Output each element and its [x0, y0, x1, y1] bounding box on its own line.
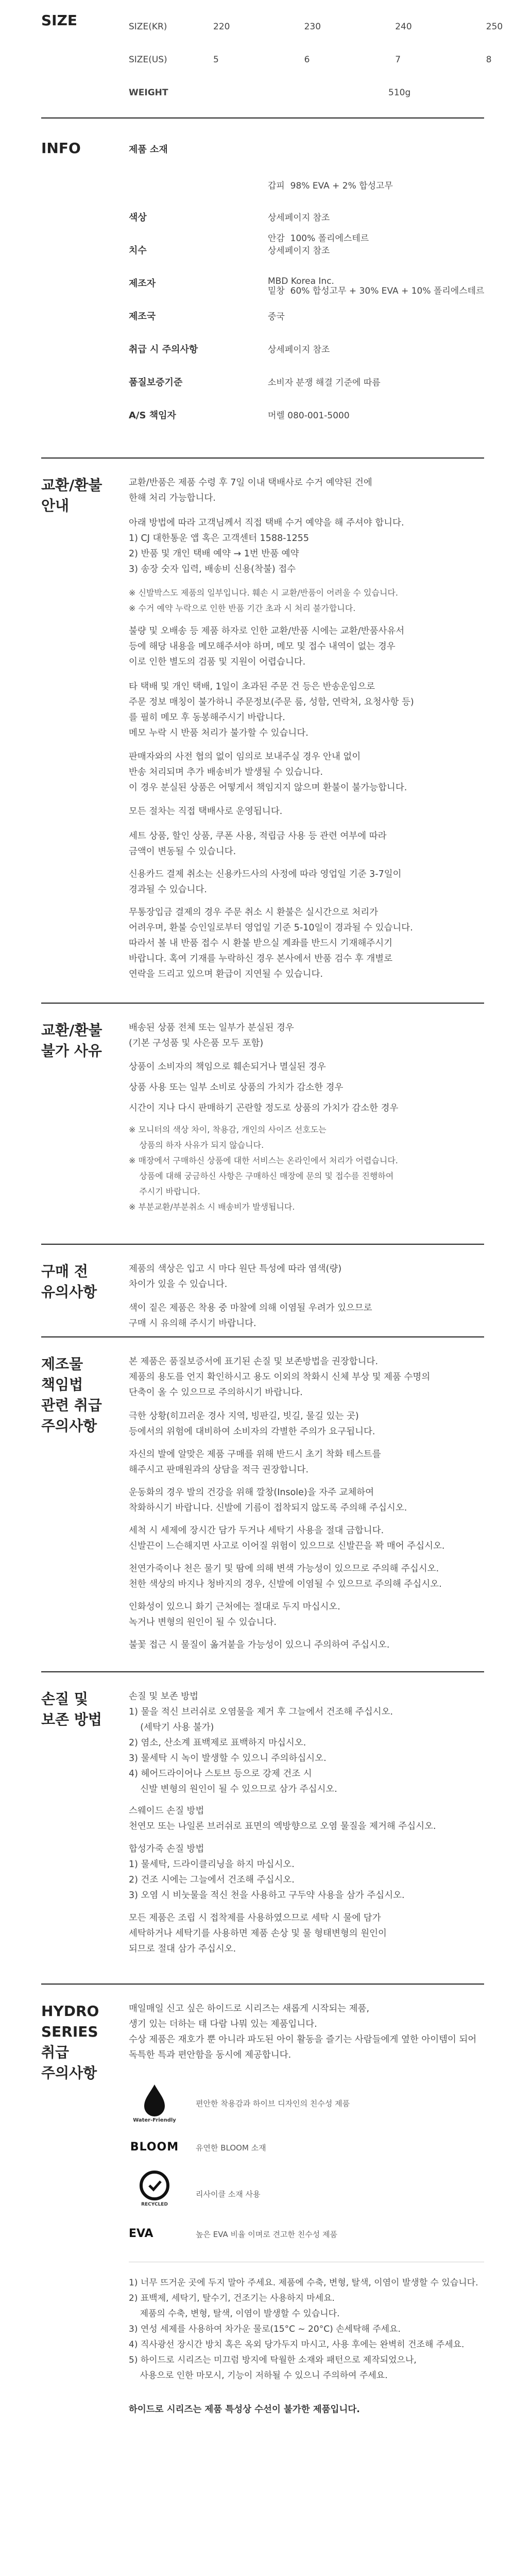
purchase-paragraph: 색이 짙은 제품은 착용 중 마찰에 의해 이염될 우려가 있으므로 구매 시 유의해 주시기 바랍니다. — [129, 1303, 372, 1329]
maker-section — [0, 1336, 515, 1671]
weight-row — [129, 76, 515, 109]
maker-paragraph: 천연가죽이나 천은 물기 및 땀에 의해 변색 가능성이 있으므로 주의해 주십시오. 천한 색상의 바지나 청바지의 경우, 신발에 이염될 수 있으므로 주의해 주십시오. — [129, 1564, 442, 1589]
hydro-care-list: 1) 너무 뜨거운 곳에 두지 말아 주세요. 제품에 수축, 변형, 탈색, 이염이 발생할 수 있습니다. 2) 표백제, 세탁기, 탈수기, 건조기는 사용하지 마세요. 제품의 수축, 변형, 탈색, 이염이 발생할 수 있습니다. 3) 연성 세제를 사용하여 차가운 물로(15°C ~ 20°C) 손세탁해 주세요. 4) 직사광선 장시간 방치 혹은 옥외 당가두지 마시고, 사용 후에는 완벽히 건조해 주세요. 5) 하이드로 시리즈는 미끄럼 방지에 탁월한 소재와 패턴으로 제작되었으나, 사용으로 인한 마모시, 기능이 저하될 수 있으니 주의하여 주세요. — [129, 2278, 478, 2381]
info-row-value: 중국 — [268, 312, 285, 322]
exchange-paragraph: 교환/반품은 제품 수령 후 7일 이내 택배사로 수거 예약된 건에 한해 처리 가능합니다. — [129, 478, 372, 503]
info-row-value: 상세페이지 참조 — [268, 213, 330, 223]
maker-paragraph: 불꽃 접근 시 물질이 옮겨붙을 가능성이 있으니 주의하여 주십시오. — [129, 1640, 390, 1650]
size-kr-value: 240 — [395, 22, 412, 32]
maker-paragraph: 자신의 발에 알맞은 제품 구매를 위해 반드시 초기 착화 테스트를 해주시고 판매원과의 상담을 적극 권장합니다. — [129, 1449, 381, 1475]
info-row-label: 색상 — [129, 212, 147, 223]
size-kr-row — [129, 10, 515, 43]
care-paragraph: 모든 제품은 조립 시 접착제를 사용하였으므로 세탁 시 물에 담가 세탁하거나 세탁기를 사용하면 제품 손상 및 물 형태변형의 원인이 되므로 절대 삼가 주십시오. — [129, 1913, 387, 1954]
recycled-caption: RECYCLED — [141, 2202, 168, 2207]
care-section — [0, 1671, 515, 1980]
hydro-icon-desc: 높은 EVA 비율 이며로 견고한 친수성 제품 — [196, 2230, 338, 2239]
info-row-label: 치수 — [129, 245, 147, 256]
size-us-value: 6 — [304, 55, 310, 65]
exchange-paragraph: 판매자와의 사전 협의 없이 임의로 보내주실 경우 안내 없이 반송 처리되며 추가 배송비가 발생될 수 있습니다. 이 경우 분실된 상품은 어떻게서 책임지지 않으며 환불이 불가능합니다. — [129, 752, 407, 793]
info-row-value: MBD Korea Inc. — [268, 276, 334, 286]
exchange-paragraph: 세트 상품, 할인 상품, 쿠폰 사용, 적립금 사용 등 관련 여부에 따라 금액이 변동될 수 있습니다. — [129, 831, 387, 857]
nonrefund-note: ※ 모니터의 색상 차이, 착용감, 개인의 사이즈 선호도는 상품의 하자 사유가 되지 않습니다. ※ 매장에서 구매하신 상품에 대한 서비스는 온라인에서 처리가 어렵습니다. 상품에 대해 궁금하신 사항은 구매하신 매장에 문의 및 접수를 진행하여 주시기 바랍니다. ※ 부분교환/부분취소 시 배송비가 발생됩니다. — [129, 1125, 398, 1212]
hydro-title: HYDRO SERIES 취급 주의사항 — [41, 2003, 99, 2081]
care-paragraph: 스웨이드 손질 방법 천연모 또는 나일론 브러쉬로 표면의 엑방향으로 오염 물질을 제거해 주십시오. — [129, 1806, 436, 1832]
info-row-label: 품질보증기준 — [129, 377, 183, 388]
info-material-line: 갑피 98% EVA + 2% 합성고무 — [268, 181, 393, 191]
info-material-value — [268, 142, 484, 335]
nonrefund-paragraph: 상품 사용 또는 일부 소비로 상품의 가치가 감소한 경우 — [129, 1082, 344, 1093]
exchange-section — [0, 457, 515, 998]
info-material-line: 안감 100% 폴리에스테르 — [268, 233, 369, 244]
maker-paragraph: 운동화의 경우 발의 건강을 위해 깔창(Insole)을 자주 교체하여 착화하시기 바랍니다. 신발에 기름이 접착되지 않도록 주의해 주십시오. — [129, 1487, 407, 1513]
size-us-row — [129, 43, 515, 76]
weight-label: WEIGHT — [129, 88, 168, 98]
purchase-title: 구매 전 유의사항 — [41, 1263, 97, 1300]
info-row-value: 상세페이지 참조 — [268, 345, 330, 355]
care-title: 손질 및 보존 방법 — [41, 1690, 102, 1728]
hydro-icon-desc: 편안한 착용감과 하이브 디자인의 친수성 제품 — [196, 2099, 350, 2108]
info-row-label: 취급 시 주의사항 — [129, 344, 198, 355]
size-kr-value: 220 — [213, 22, 230, 32]
nonrefund-paragraph: 상품이 소비자의 책임으로 훼손되거나 멸실된 경우 — [129, 1062, 326, 1072]
hydro-icon-desc: 리사이클 소재 사용 — [196, 2190, 261, 2199]
hydro-intro: 매일매일 신고 싶은 하이드로 시리즈는 새롭게 시작되는 제품, 생기 있는 더하는 태 다람 나뭐 있는 제품입니다. 수상 제품은 재호가 뿐 아니라 파도된 아이 활동을 즐기는 사람들에게 옆한 아이템이 되어 독특한 특과 편안함을 동시에 제공합니다. — [129, 2004, 477, 2060]
size-table — [129, 10, 515, 109]
size-title: SIZE — [41, 12, 78, 29]
exchange-paragraph: 불량 및 오배송 등 제품 하자로 인한 교환/반품 시에는 교환/반품사유서 등에 해당 내용을 메모해주셔야 하며, 메모 및 접수 내역이 없는 경우 이로 인한 별도의 검품 및 지원이 어렵습니다. — [129, 626, 405, 667]
info-row-value: 상세페이지 참조 — [268, 246, 330, 256]
info-row-value: 머렐 080-001-5000 — [268, 411, 350, 421]
hydro-section — [0, 1984, 515, 2576]
exchange-paragraph: 타 택배 및 개인 택배, 1일이 초과된 주문 건 등은 반송운임으로 주문 정보 매칭이 불가하니 주문정보(주문 룸, 성함, 연락처, 요청사항 등) 를 필히 메모 후 동봉해주시기 바랍니다. 메모 누락 시 반품 처리가 불가할 수 있습니다. — [129, 682, 414, 738]
exchange-paragraph: 모든 절차는 직접 택배사로 운영됩니다. — [129, 806, 283, 817]
size-us-value: 8 — [486, 55, 492, 65]
size-us-value: 7 — [395, 55, 401, 65]
size-us-value: 5 — [213, 55, 219, 65]
exchange-paragraph: 아래 방법에 따라 고객님께서 직접 택배 수거 예약을 해 주셔야 합니다. 1) CJ 대한통운 앱 혹은 고객센터 1588-1255 2) 반품 및 개인 택배 예약 → 1번 반품 예약 3) 송장 숫자 입력, 배송비 신용(착불) 접수 — [129, 518, 404, 574]
maker-paragraph: 본 제품은 품질보증서에 표기된 손질 및 보존방법을 권장합니다. 제품의 용도를 언지 확인하시고 용도 이외의 착화시 신체 부상 및 제품 수명의 단축이 올 수 있으므로 주의하시기 바랍니다. — [129, 1357, 431, 1398]
eva-logo: EVA — [129, 2227, 153, 2240]
size-kr-value: 250 — [486, 22, 503, 32]
size-kr-label: SIZE(KR) — [129, 22, 167, 32]
hydro-note: 하이드로 시리즈는 제품 특성상 수선이 불가한 제품입니다. — [129, 2404, 360, 2415]
exchange-note: ※ 신발박스도 제품의 일부입니다. 훼손 시 교환/반품이 어려울 수 있습니다. ※ 수거 예약 누락으로 인한 반품 기간 초과 시 처리 불가합니다. — [129, 588, 398, 613]
nonrefund-section — [0, 1003, 515, 1234]
water-drop-icon — [129, 2081, 180, 2126]
info-row-label: 제조자 — [129, 278, 156, 289]
info-section — [0, 117, 515, 457]
nonrefund-paragraph: 배송된 상품 전체 또는 일부가 분실된 경우 (기본 구성품 및 사은품 모두 포함) — [129, 1023, 294, 1048]
nonrefund-paragraph: 시간이 지나 다시 판매하기 곤란할 정도로 상품의 가치가 감소한 경우 — [129, 1103, 399, 1113]
maker-paragraph: 인화성이 있으니 화기 근처에는 절대로 두지 마십시오. 녹거나 변형의 원인이 될 수 있습니다. — [129, 1602, 340, 1628]
exchange-paragraph: 무통장입금 결제의 경우 주문 취소 시 환불은 실시간으로 처리가 어려우며, 환불 승인일로부터 영업일 기준 5-10일이 경과될 수 있습니다. 따라서 볼 내 반품 접수 시 환불 받으실 계좌를 반드시 기재해주시기 바랍니다. 혹여 기재를 누락하신 경우 본사에서 반품 검수 후 개별로 연락을 드리고 있으며 환급이 지연될 수 있습니다. — [129, 907, 413, 979]
info-row-value: 소비자 분쟁 해결 기준에 따름 — [268, 378, 381, 388]
maker-paragraph: 세척 시 세제에 장시간 담가 두거나 세탁기 사용을 절대 금합니다. 신발끈이 느슨해지면 사고로 이어질 위험이 있으므로 신발끈을 꽉 매어 주십시오. — [129, 1526, 445, 1551]
purchase-paragraph: 제품의 색상은 입고 시 마다 원단 특성에 따라 염색(량) 차이가 있을 수 있습니다. — [129, 1264, 342, 1290]
size-kr-value: 230 — [304, 22, 321, 32]
exchange-title: 교환/환불 안내 — [41, 477, 102, 514]
size-section — [0, 0, 515, 113]
info-material-line: 밑창 60% 합성고무 + 30% EVA + 10% 폴리에스테르 — [268, 286, 485, 296]
purchase-section — [0, 1244, 515, 1336]
info-title: INFO — [41, 140, 81, 157]
hydro-icon-desc: 유연한 BLOOM 소재 — [196, 2143, 266, 2153]
weight-value: 510g — [388, 88, 411, 98]
info-row-label: A/S 책임자 — [129, 410, 176, 421]
water-friendly-caption: Water-Friendly — [133, 2117, 176, 2123]
care-paragraph: 합성가죽 손질 방법 1) 물세탁, 드라이클리닝을 하지 마십시오. 2) 건조 시에는 그늘에서 건조해 주십시오. 3) 오염 시 비눗물을 적신 천을 사용하고 구두약 사용을 삼가 주십시오. — [129, 1844, 405, 1901]
care-paragraph: 손질 및 보존 방법 1) 물을 적신 브러쉬로 오염물을 제거 후 그늘에서 건조해 주십시오. (세탁기 사용 불가) 2) 염소, 산소계 표백제로 표백하지 마십시오. 3) 물세탁 시 녹이 발생할 수 있으니 주의하십시오. 4) 헤어드라이어나 스토브 등으로 강제 건조 시 신발 변형의 원인이 될 수 있으므로 삼가 주십시오. — [129, 1691, 393, 1794]
size-us-label: SIZE(US) — [129, 55, 167, 65]
bloom-logo: BLOOM — [130, 2141, 179, 2154]
recycled-icon — [139, 2170, 170, 2211]
nonrefund-title: 교환/환불 불가 사유 — [41, 1022, 102, 1059]
exchange-paragraph: 신용카드 결제 취소는 신용카드사의 사정에 따라 영업일 기준 3-7일이 경과될 수 있습니다. — [129, 869, 402, 895]
info-material-label: 제품 소재 — [129, 144, 168, 155]
maker-title: 제조물 책임법 관련 취급 주의사항 — [41, 1355, 102, 1434]
info-row-label: 제조국 — [129, 311, 156, 322]
maker-paragraph: 극한 상황(히끄러운 경사 지역, 빙판길, 빗길, 물길 있는 곳) 등에서의 위험에 대비하여 소비자의 각별한 주의가 요구됩니다. — [129, 1411, 375, 1437]
